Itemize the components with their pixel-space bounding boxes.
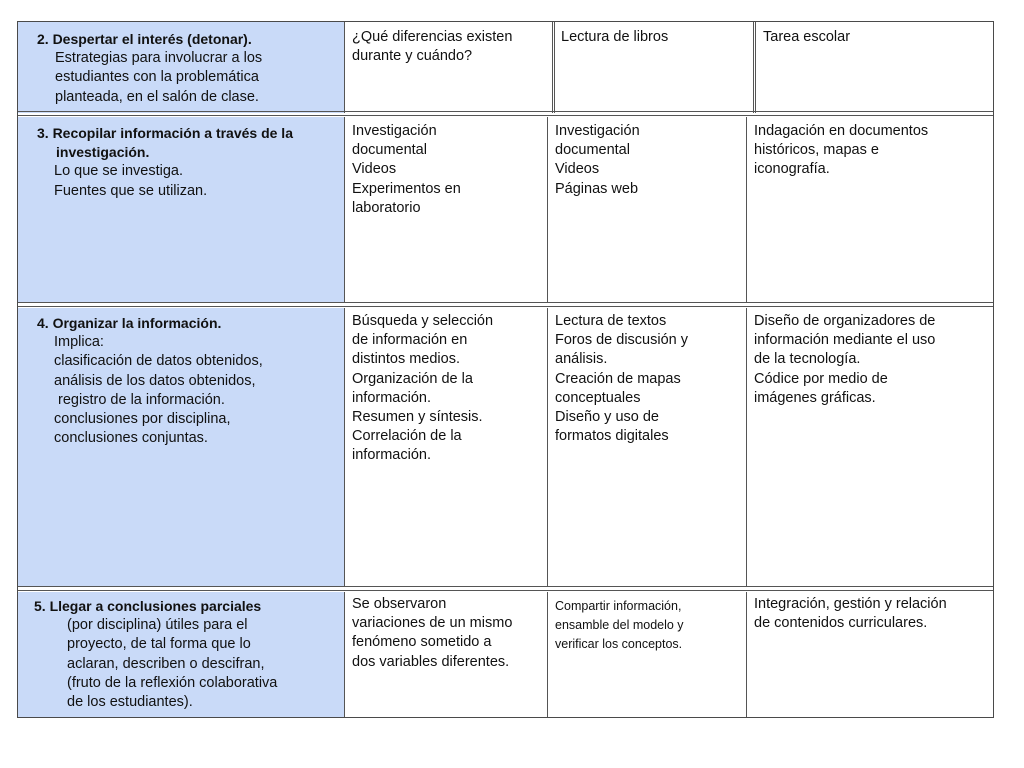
cell-line: ensamble del modelo y — [555, 618, 684, 632]
cell-line: información. — [352, 447, 431, 464]
cell-line: Lectura de textos — [555, 313, 667, 329]
stage-line: proyecto, de tal forma que lo — [67, 636, 251, 653]
cell-line: Compartir información, — [555, 599, 682, 613]
stage-cell — [18, 308, 345, 586]
strategy-cell — [352, 592, 552, 717]
stage-line: registro de la información. — [54, 391, 225, 408]
table-row — [18, 308, 993, 586]
stage-line: análisis de los datos obtenidos, — [54, 372, 256, 389]
stage-line: conclusiones por disciplina, — [54, 411, 231, 428]
strategy-cell — [754, 117, 992, 303]
strategy-cell — [561, 22, 753, 113]
cell-line: dos variables diferentes. — [352, 653, 510, 670]
strategy-cell — [754, 308, 992, 586]
cell-line: Búsqueda y selección — [352, 313, 494, 329]
cell-line: formatos digitales — [555, 428, 669, 445]
cell-line: verificar los conceptos. — [555, 637, 683, 651]
cell-line: Videos — [555, 161, 600, 178]
cell-line: Experimentos en — [352, 180, 461, 197]
stage-line: clasificación de datos obtenidos, — [54, 353, 263, 370]
stage-title-cont: investigación. — [56, 144, 150, 161]
stage-title: 5. Llegar a conclusiones parciales — [34, 598, 262, 614]
cell-line: Páginas web — [555, 180, 639, 197]
cell-line: Indagación en documentos — [754, 123, 929, 139]
cell-line: Investigación — [352, 123, 437, 139]
cell-line: de la tecnología. — [754, 351, 861, 368]
table-row — [18, 592, 993, 717]
stage-line: conclusiones conjuntas. — [54, 430, 208, 447]
cell-line: ¿Qué diferencias existen — [352, 29, 513, 45]
stage-title: 3. Recopilar información a través de la — [37, 125, 293, 141]
strategy-cell — [555, 117, 747, 303]
cell-line: información mediante el uso — [754, 332, 936, 349]
stage-line: estudiantes con la problemática — [55, 69, 259, 86]
table-row — [18, 117, 993, 303]
cell-line: análisis. — [555, 351, 608, 368]
cell-line: Resumen y síntesis. — [352, 409, 483, 426]
stage-cell — [18, 117, 345, 303]
cell-line: conceptuales — [555, 389, 641, 406]
cell-line: iconografía. — [754, 161, 830, 178]
cell-line: Diseño y uso de — [555, 409, 659, 426]
cell-line: Creación de mapas — [555, 370, 681, 387]
stage-line: (por disciplina) útiles para el — [67, 617, 248, 634]
cell-line: documental — [352, 142, 427, 159]
cell-line: Códice por medio de — [754, 370, 888, 387]
strategy-cell — [352, 117, 552, 303]
cell-line: Lectura de libros — [561, 29, 669, 45]
cell-line: información. — [352, 389, 431, 406]
cell-line: distintos medios. — [352, 351, 460, 368]
stage-line: Implica: — [54, 334, 104, 351]
strategy-cell — [763, 22, 1001, 113]
planning-table — [17, 21, 994, 718]
cell-line: Foros de discusión y — [555, 332, 688, 349]
stage-cell — [18, 592, 345, 717]
cell-line: Integración, gestión y relación — [754, 596, 947, 612]
table-row — [18, 22, 993, 113]
cell-line: Diseño de organizadores de — [754, 313, 936, 329]
cell-line: documental — [555, 142, 630, 159]
cell-line: Se observaron — [352, 596, 447, 612]
cell-line: Correlación de la — [352, 428, 462, 445]
stage-line: aclaran, describen o descifran, — [67, 655, 265, 672]
stage-line: planteada, en el salón de clase. — [55, 88, 259, 105]
stage-line: (fruto de la reflexión colaborativa — [67, 674, 278, 691]
cell-line: fenómeno sometido a — [352, 634, 492, 651]
cell-line: Organización de la — [352, 370, 473, 387]
strategy-cell — [555, 308, 747, 586]
cell-line: Tarea escolar — [763, 29, 851, 45]
strategy-cell — [555, 592, 747, 717]
stage-line: de los estudiantes). — [67, 694, 193, 711]
strategy-cell — [352, 308, 552, 586]
cell-line: durante y cuándo? — [352, 48, 473, 65]
cell-line: Investigación — [555, 123, 640, 139]
stage-cell — [18, 22, 345, 113]
cell-line: Videos — [352, 161, 397, 178]
stage-line: Fuentes que se utilizan. — [54, 182, 208, 199]
stage-line: Lo que se investiga. — [54, 163, 183, 180]
strategy-cell — [352, 22, 552, 113]
stage-title: 2. Despertar el interés (detonar). — [37, 31, 252, 47]
strategy-cell — [754, 592, 992, 717]
cell-line: históricos, mapas e — [754, 142, 879, 159]
cell-line: de información en — [352, 332, 468, 349]
stage-title: 4. Organizar la información. — [37, 315, 222, 331]
cell-line: variaciones de un mismo — [352, 615, 513, 632]
cell-line: imágenes gráficas. — [754, 389, 876, 406]
cell-line: de contenidos curriculares. — [754, 615, 928, 632]
cell-line: laboratorio — [352, 199, 421, 216]
stage-line: Estrategias para involucrar a los — [55, 50, 263, 67]
